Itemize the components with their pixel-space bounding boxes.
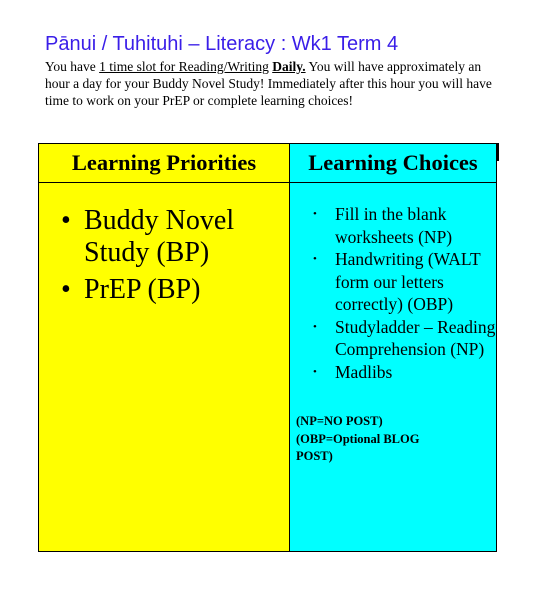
priority-item — [61, 205, 289, 269]
priorities-list — [39, 205, 289, 306]
choice-item-label: Madlibs — [335, 361, 393, 382]
intro-daily: Daily. — [272, 59, 306, 74]
priorities-heading: Learning Priorities — [39, 144, 289, 183]
priorities-column — [39, 144, 290, 551]
bullet-icon: • — [61, 274, 71, 305]
intro-text-start: You have — [45, 59, 100, 74]
bullet-icon: • — [313, 320, 317, 333]
priority-item-label: PrEP (BP) — [84, 274, 201, 305]
bullet-icon: • — [313, 208, 317, 220]
choice-item — [313, 203, 496, 248]
choice-item-label: Studyladder – Reading Comprehension (NP) — [335, 316, 496, 359]
post-notes — [296, 413, 454, 466]
choice-item-label: Fill in the blank worksheets (NP) — [335, 204, 453, 247]
choices-column — [290, 144, 496, 551]
bullet-icon: • — [313, 365, 317, 378]
choices-heading: Learning Choices — [290, 144, 496, 183]
choices-list — [290, 203, 496, 383]
intro-time-slot: 1 time slot for Reading/Writing — [99, 59, 269, 74]
note-no-post: (NP=NO POST) — [296, 414, 383, 428]
choice-item — [313, 248, 496, 316]
choice-item — [313, 316, 496, 361]
bullet-icon: • — [61, 205, 71, 236]
intro-paragraph — [45, 58, 495, 110]
priority-item — [61, 274, 289, 306]
choice-item-label: Handwriting (WALT form our letters correctly) (OBP) — [335, 249, 481, 314]
page-title: Pānui / Tuhituhi – Literacy : Wk1 Term 4 — [45, 33, 399, 55]
bullet-icon: • — [313, 253, 317, 265]
cell-border-mark — [496, 143, 499, 161]
choice-item — [313, 361, 496, 384]
note-optional-blog-post: (OBP=Optional BLOG POST) — [296, 431, 420, 463]
priority-item-label: Buddy Novel Study (BP) — [84, 205, 235, 268]
intro-text-end: You will have approximately an hour a day for your Buddy Novel Study! Immediately after this hour you will have time to work on your PrEP or complete learning choices! — [45, 59, 492, 109]
learning-table — [38, 143, 497, 552]
